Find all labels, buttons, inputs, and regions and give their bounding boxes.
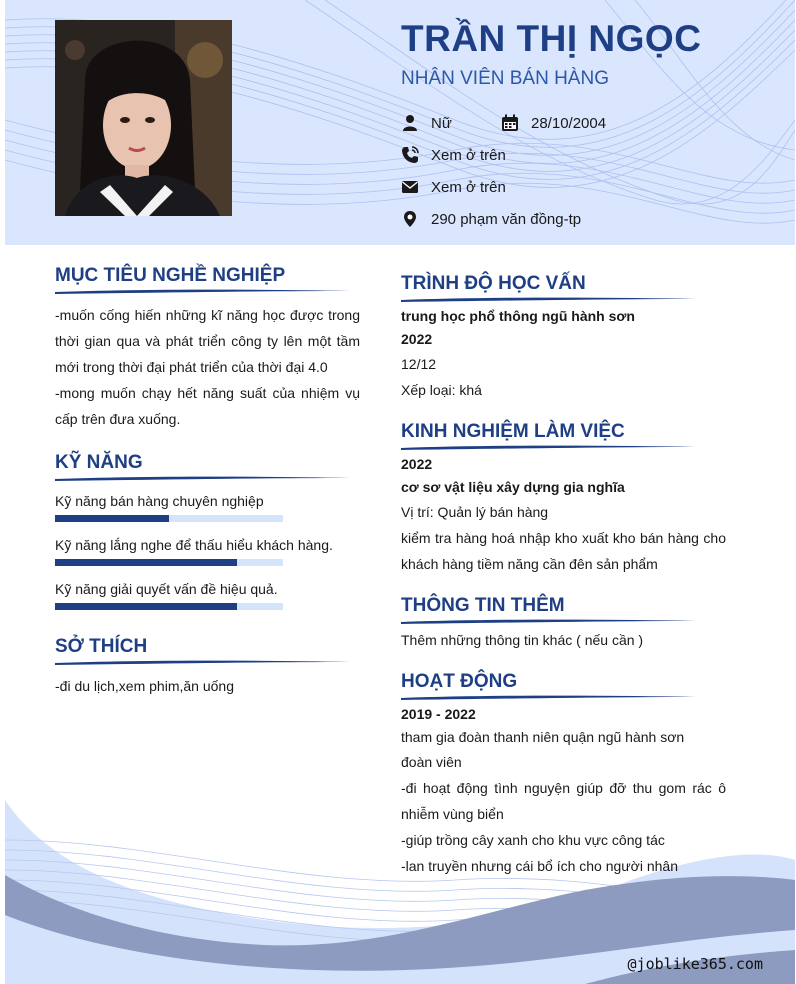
experience-position: Vị trí: Quản lý bán hàng xyxy=(401,504,549,520)
phone-value: Xem ở trên xyxy=(431,146,506,164)
hobbies-underline xyxy=(55,658,355,666)
education-school: trung học phổ thông ngũ hành sơn xyxy=(401,308,635,324)
skill-bar-fill xyxy=(55,515,169,522)
skill-label-1: Kỹ năng bán hàng chuyên nghiệp xyxy=(55,493,264,509)
footer-credit: @joblike365.com xyxy=(627,955,763,973)
objective-underline xyxy=(55,287,355,295)
skills-underline xyxy=(55,474,355,482)
objective-text-2: -mong muốn chạy hết năng suất của nhiệm vụ cấp trên đưa xuống. xyxy=(55,385,360,427)
hobbies-text: -đi du lịch,xem phim,ăn uống xyxy=(55,678,234,694)
portrait-image xyxy=(55,20,232,216)
profile-photo xyxy=(55,20,232,216)
skill-bar-3 xyxy=(55,603,283,610)
skill-bar-1 xyxy=(55,515,283,522)
experience-underline xyxy=(401,443,701,451)
objective-text-1: -muốn cống hiến những kĩ năng học được trong thời gian qua và phát triển công ty lên một tầm mới trong thời đại phát triển của thời đại 4.0 xyxy=(55,307,360,375)
phone-icon xyxy=(401,146,419,164)
experience-company: cơ sơ vật liệu xây dựng gia nghĩa xyxy=(401,479,625,495)
skill-bar-fill xyxy=(55,559,237,566)
skill-label-2: Kỹ năng lắng nghe để thấu hiểu khách hàng. xyxy=(55,537,333,553)
envelope-icon xyxy=(401,178,419,196)
experience-desc: kiểm tra hàng hoá nhập kho xuất kho bán hàng cho khách hàng tiềm năng cần đên sản phẩm xyxy=(401,530,726,572)
objective-title: MỤC TIÊU NGHỀ NGHIỆP xyxy=(55,265,286,286)
phone-row xyxy=(401,145,506,165)
user-icon xyxy=(401,114,419,132)
skill-label-3: Kỹ năng giải quyết vấn đề hiệu quả. xyxy=(55,581,278,597)
education-rank: Xếp loại: khá xyxy=(401,382,482,398)
candidate-role: NHÂN VIÊN BÁN HÀNG xyxy=(401,68,609,89)
map-pin-icon xyxy=(401,210,419,228)
gender-row xyxy=(401,113,452,133)
activities-line-3: -đi hoạt động tình nguyện giúp đỡ thu gom rác ô nhiễm vùng biển xyxy=(401,780,726,822)
experience-year: 2022 xyxy=(401,456,433,472)
activities-line-5: -lan truyền nhưng cái bổ ích cho người nhân xyxy=(401,858,678,874)
activities-underline xyxy=(401,693,701,701)
additional-underline xyxy=(401,617,701,625)
education-year: 2022 xyxy=(401,331,433,347)
hobbies-title: SỞ THÍCH xyxy=(55,636,148,657)
birthdate-row xyxy=(501,113,606,133)
education-grade: 12/12 xyxy=(401,356,437,372)
cv-frame xyxy=(5,0,795,984)
skill-bar-fill xyxy=(55,603,237,610)
experience-title: KINH NGHIỆM LÀM VIỆC xyxy=(401,421,625,442)
address-row xyxy=(401,209,581,229)
skill-bar-2 xyxy=(55,559,283,566)
calendar-icon xyxy=(501,114,519,132)
education-title: TRÌNH ĐỘ HỌC VẤN xyxy=(401,273,586,294)
birthdate-value: 28/10/2004 xyxy=(531,114,607,132)
activities-period: 2019 - 2022 xyxy=(401,706,476,722)
gender-value: Nữ xyxy=(431,114,452,132)
activities-line-2: đoàn viên xyxy=(401,754,462,770)
additional-text: Thêm những thông tin khác ( nếu cần ) xyxy=(401,632,644,648)
additional-title: THÔNG TIN THÊM xyxy=(401,595,565,616)
candidate-name: TRẦN THỊ NGỌC xyxy=(401,18,702,59)
skills-title: KỸ NĂNG xyxy=(55,452,143,473)
email-row xyxy=(401,177,506,197)
address-value: 290 phạm văn đồng-tp xyxy=(431,210,582,228)
activities-line-1: tham gia đoàn thanh niên quận ngũ hành sơn xyxy=(401,729,685,745)
email-value: Xem ở trên xyxy=(431,178,506,196)
activities-line-4: -giúp trồng cây xanh cho khu vực công tác xyxy=(401,832,665,848)
education-underline xyxy=(401,295,701,303)
activities-title: HOẠT ĐỘNG xyxy=(401,671,518,692)
